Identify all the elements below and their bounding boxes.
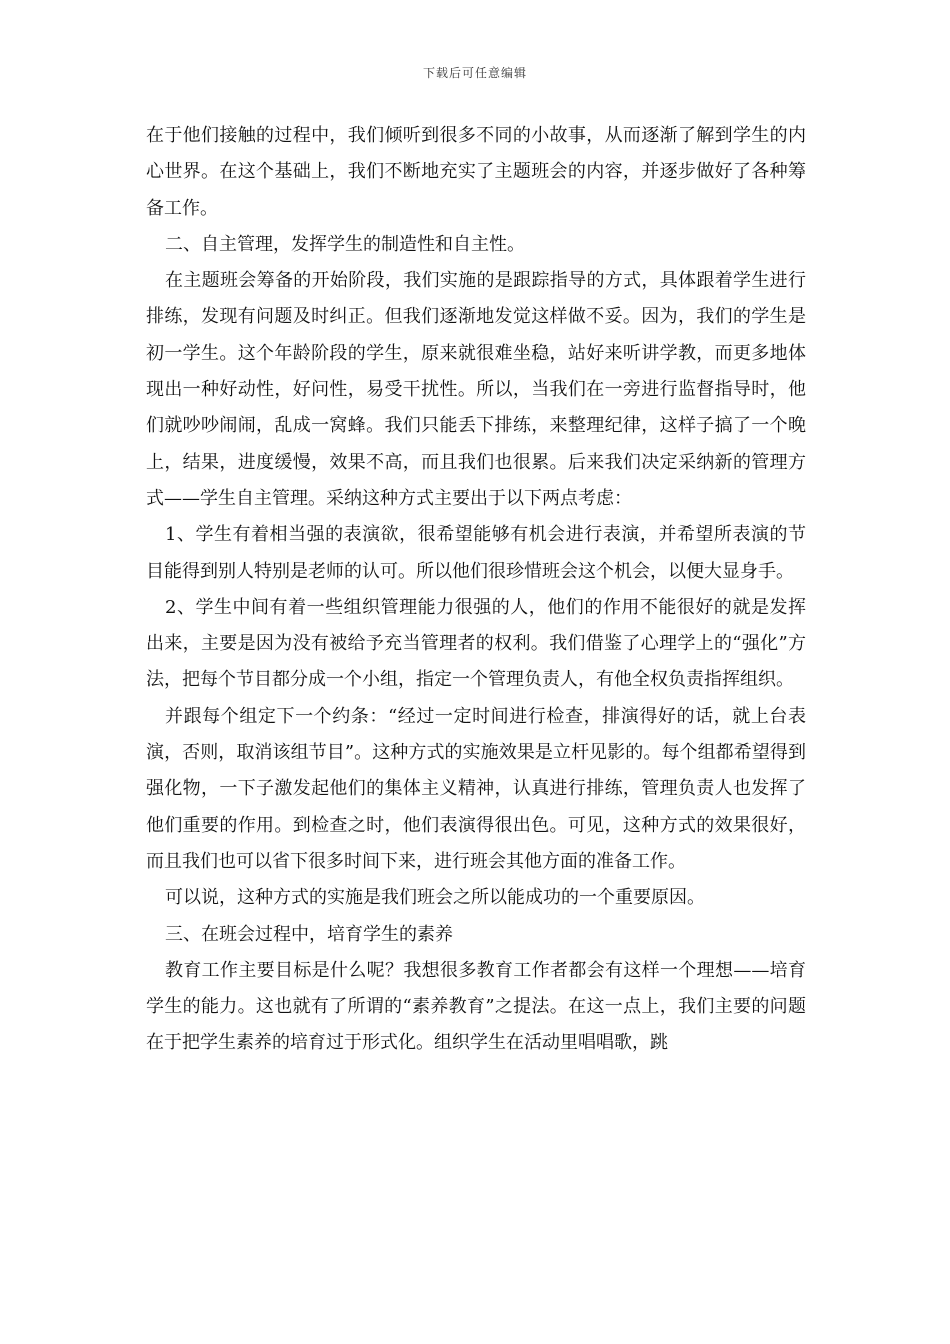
paragraph: 可以说，这种方式的实施是我们班会之所以能成功的一个重要原因。 [165,887,705,909]
paragraph: 在主题班会筹备的开始阶段，我们实施的是跟踪指导的方式，具体跟着学生进行排练，发现有问题及时纠正。但我们逐渐地发觉这样做不妥。因为，我们的学生是初一学生。这个年龄阶段的学生，原来就很难坐稳，站好来听讲学教，而更多地体现出一种好动性，好问性，易受干扰性。所以，当我们在一旁进行监督指导时，他们就吵吵闹闹，乱成一窝蜂。我们只能丢下排练，来整理纪律，这样子搞了一个晚上，结果，进度缓慢，效果不高，而且我们也很累。后来我们决定采纳新的管理方式——学生自主管理。采纳这种方式主要出于以下两点考虑： [146,270,806,509]
list-item: 1、学生有着相当强的表演欲，很希望能够有机会进行表演，并希望所表演的节目能得到别人特别是老师的认可。所以他们很珍惜班会这个机会，以便大显身手。 [146,524,806,582]
section-heading: 二、自主管理，发挥学生的制造性和自主性。 [165,233,525,255]
section-heading: 三、在班会过程中，培育学生的素养 [165,923,453,945]
document-body [146,118,806,1062]
paragraph: 并跟每个组定下一个约条：“经过一定时间进行检查，排演得好的话，就上台表演，否则，取消该组节目”。这种方式的实施效果是立杆见影的。每个组都希望得到强化物，一下子激发起他们的集体主义精神，认真进行排练，管理负责人也发挥了他们重要的作用。到检查之时，他们表演得很出色。可见，这种方式的效果很好，而且我们也可以省下很多时间下来，进行班会其他方面的准备工作。 [146,705,806,872]
paragraph: 在于他们接触的过程中，我们倾听到很多不同的小故事，从而逐渐了解到学生的内心世界。在这个基础上，我们不断地充实了主题班会的内容，并逐步做好了各种筹备工作。 [146,125,806,219]
paragraph: 教育工作主要目标是什么呢？我想很多教育工作者都会有这样一个理想——培育学生的能力。这也就有了所谓的“素养教育”之提法。在这一点上，我们主要的问题在于把学生素养的培育过于形式化。组织学生在活动里唱唱歌，跳 [146,959,806,1054]
page-header: 下载后可任意编辑 [422,66,527,80]
list-item: 2、学生中间有着一些组织管理能力很强的人，他们的作用不能很好的就是发挥出来，主要是因为没有被给予充当管理者的权利。我们借鉴了心理学上的“强化”方法，把每个节目都分成一个小组，指定一个管理负责人，有他全权负责指挥组织。 [146,596,806,691]
